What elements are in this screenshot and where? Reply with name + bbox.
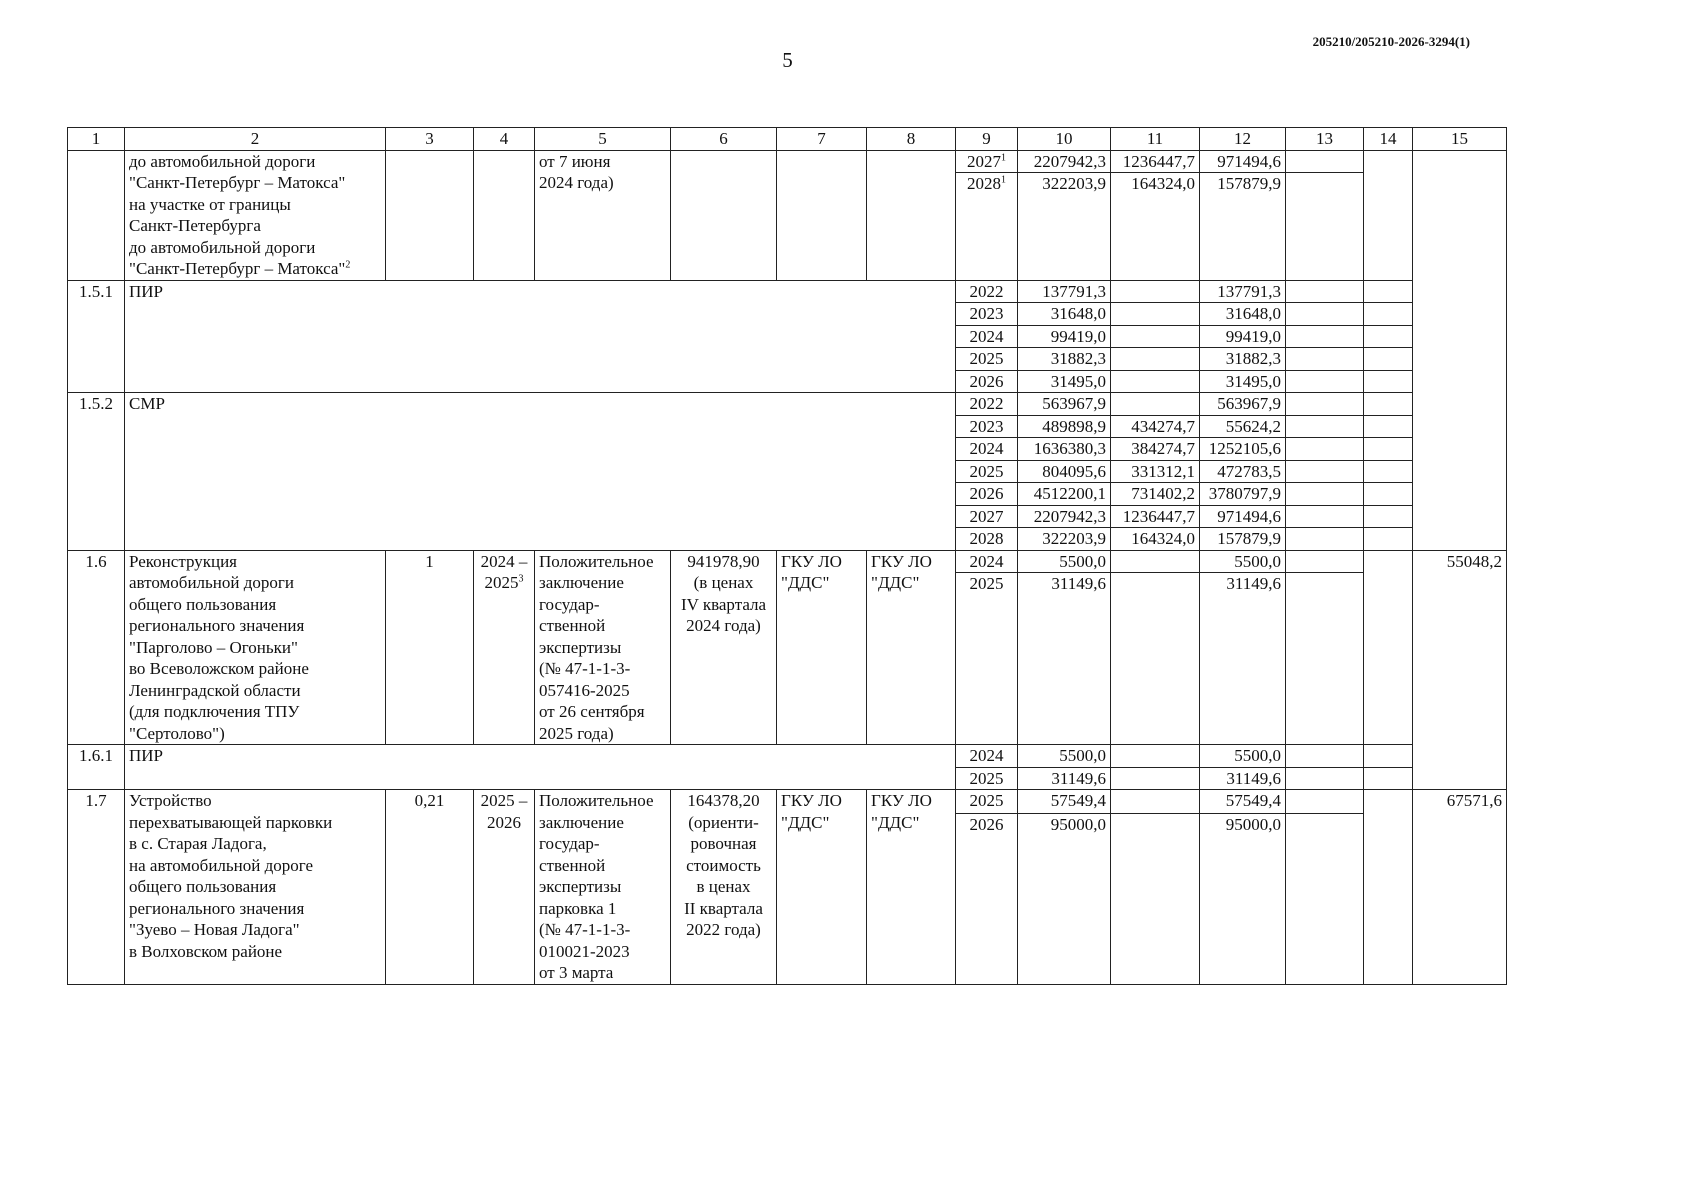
value-regional	[1200, 415, 1286, 438]
value-14	[1364, 505, 1413, 528]
year-cell	[956, 745, 1018, 768]
value-14	[1364, 348, 1413, 371]
value-total	[1018, 348, 1111, 371]
value-federal	[1111, 280, 1200, 303]
value-total	[1018, 460, 1111, 483]
period-cell	[474, 150, 535, 280]
capacity-cell	[386, 790, 474, 985]
value-regional	[1200, 767, 1286, 790]
period-cell	[474, 790, 535, 985]
value-regional	[1200, 348, 1286, 371]
expertise-cell-text: от 7 июня 2024 года)	[539, 151, 614, 192]
footnote-marker: 2	[345, 259, 351, 271]
item-number-text: 1.7	[85, 791, 107, 810]
value-regional-text: 57549,4	[1225, 791, 1281, 810]
year-row	[68, 745, 1507, 768]
value-regional	[1200, 460, 1286, 483]
item-number-text: 1.6	[85, 551, 107, 571]
col-header: 14	[1364, 128, 1413, 151]
capacity-cell	[386, 550, 474, 745]
item-number	[68, 790, 125, 985]
value-13	[1286, 348, 1364, 371]
year-cell	[956, 505, 1018, 528]
value-total	[1018, 813, 1111, 984]
expertise-cell-text: Положительное заключение государ- ственной экспертизы парковка 1 (№ 47-1-1-3- 010021-2023 от 3 марта	[539, 791, 654, 982]
value-federal	[1111, 528, 1200, 551]
value-total	[1018, 767, 1111, 790]
value-14	[1364, 325, 1413, 348]
value-total-text: 31648,0	[1050, 304, 1106, 323]
col-header: 3	[386, 128, 474, 151]
value-14	[1364, 303, 1413, 326]
footnote-marker: 3	[518, 573, 524, 585]
stage-label	[125, 745, 956, 790]
year-cell-text: 2026	[969, 371, 1004, 391]
value-regional	[1200, 173, 1286, 280]
value-14	[1364, 415, 1413, 438]
value-13	[1286, 303, 1364, 326]
col-header: 5	[535, 128, 671, 151]
expertise-cell	[535, 150, 671, 280]
cost-cell	[671, 150, 777, 280]
value-14	[1364, 393, 1413, 416]
period-cell-text: 2025 – 2026	[480, 791, 528, 832]
item-number-text: 1.5.1	[79, 281, 113, 301]
year-cell	[956, 550, 1018, 573]
value-13	[1286, 173, 1364, 280]
value-total	[1018, 528, 1111, 551]
value-federal	[1111, 150, 1200, 173]
year-cell	[956, 280, 1018, 303]
year-cell-text: 2026	[969, 814, 1004, 834]
value-regional-text: 157879,9	[1217, 174, 1281, 194]
value-regional	[1200, 150, 1286, 173]
value-13	[1286, 415, 1364, 438]
year-cell-text: 2024	[969, 746, 1004, 765]
stage-label	[125, 280, 956, 393]
capacity-cell-text: 1	[425, 551, 434, 571]
developer-cell	[867, 150, 956, 280]
year-cell	[956, 573, 1018, 745]
value-15	[1413, 790, 1507, 985]
project-name-text: до автомобильной дороги "Санкт-Петербург – Матокса" на участке от границы Санкт-Петербурга до автомобильной дороги "Санкт-Петербург – Матокса"	[129, 151, 346, 278]
year-cell-text: 2024	[969, 439, 1004, 458]
item-number	[68, 550, 125, 745]
value-federal	[1111, 550, 1200, 573]
value-federal	[1111, 393, 1200, 416]
period-cell-text: 2024 – 2025	[480, 551, 528, 592]
year-cell-text: 2023	[969, 416, 1004, 436]
value-regional-text: 1252105,6	[1208, 439, 1281, 458]
col-header: 8	[867, 128, 956, 151]
value-regional-text: 55624,2	[1225, 416, 1281, 436]
value-14	[1364, 573, 1413, 745]
year-cell-text: 2028	[967, 174, 1001, 194]
year-cell-text: 2028	[969, 529, 1004, 548]
col-header: 2	[125, 128, 386, 151]
value-14	[1364, 438, 1413, 461]
value-total	[1018, 370, 1111, 393]
value-regional	[1200, 790, 1286, 814]
value-13	[1286, 370, 1364, 393]
expertise-cell	[535, 790, 671, 985]
year-cell	[956, 483, 1018, 506]
value-13	[1286, 790, 1364, 814]
value-regional	[1200, 573, 1286, 745]
value-total-text: 4512200,1	[1033, 484, 1106, 503]
value-total-text: 95000,0	[1050, 814, 1106, 834]
col-header: 9	[956, 128, 1018, 151]
value-total-text: 137791,3	[1042, 281, 1106, 301]
value-regional-text: 472783,5	[1217, 461, 1281, 481]
value-federal-text: 731402,2	[1131, 484, 1195, 503]
value-regional-text: 971494,6	[1217, 506, 1281, 526]
col-header: 13	[1286, 128, 1364, 151]
col-header: 12	[1200, 128, 1286, 151]
stage-label-text: СМР	[129, 394, 165, 413]
value-total-text: 489898,9	[1042, 416, 1106, 436]
value-federal-text: 331312,1	[1131, 461, 1195, 481]
value-regional-text: 31149,6	[1226, 574, 1281, 594]
value-federal	[1111, 438, 1200, 461]
year-cell	[956, 348, 1018, 371]
value-federal	[1111, 173, 1200, 280]
continuation-row	[68, 150, 1507, 173]
value-total	[1018, 790, 1111, 814]
year-cell-text: 2026	[969, 484, 1004, 503]
footnote-marker: 1	[1001, 151, 1006, 163]
year-cell	[956, 150, 1018, 173]
value-13	[1286, 280, 1364, 303]
year-cell-text: 2023	[969, 304, 1004, 323]
year-cell	[956, 173, 1018, 280]
value-total	[1018, 415, 1111, 438]
value-regional-text: 5500,0	[1234, 551, 1281, 571]
value-14	[1364, 767, 1413, 790]
year-cell	[956, 370, 1018, 393]
num-cell	[68, 150, 125, 280]
year-cell-text: 2024	[969, 326, 1004, 346]
col-header: 1	[68, 128, 125, 151]
year-cell	[956, 438, 1018, 461]
value-14	[1364, 173, 1413, 280]
value-regional-text: 563967,9	[1217, 394, 1281, 413]
stage-label	[125, 393, 956, 551]
developer-cell	[867, 790, 956, 985]
value-federal	[1111, 573, 1200, 745]
value-13	[1286, 550, 1364, 573]
year-cell	[956, 790, 1018, 814]
value-total-text: 2207942,3	[1033, 151, 1106, 171]
expertise-cell	[535, 550, 671, 745]
cost-cell	[671, 790, 777, 985]
year-cell-text: 2022	[969, 281, 1004, 301]
value-federal-text: 164324,0	[1131, 174, 1195, 194]
year-cell	[956, 303, 1018, 326]
value-total	[1018, 393, 1111, 416]
value-13	[1286, 745, 1364, 768]
project-name	[125, 550, 386, 745]
value-federal	[1111, 767, 1200, 790]
year-cell-text: 2025	[969, 791, 1004, 810]
value-14	[1364, 150, 1413, 173]
year-cell	[956, 767, 1018, 790]
value-regional-text: 31648,0	[1225, 304, 1281, 323]
year-cell-text: 2025	[969, 574, 1004, 594]
year-cell	[956, 528, 1018, 551]
value-regional-text: 137791,3	[1217, 281, 1281, 301]
value-regional-text: 157879,9	[1217, 529, 1281, 548]
value-total-text: 31882,3	[1050, 349, 1106, 368]
year-cell-text: 2027	[969, 506, 1004, 526]
value-total	[1018, 483, 1111, 506]
value-15-text: 67571,6	[1446, 791, 1502, 810]
year-cell-text: 2022	[969, 394, 1004, 413]
value-total	[1018, 150, 1111, 173]
value-total	[1018, 438, 1111, 461]
value-federal	[1111, 745, 1200, 768]
period-cell	[474, 550, 535, 745]
value-federal-text: 1236447,7	[1122, 506, 1195, 526]
cost-cell-text: 941978,90 (в ценах IV квартала 2024 года)	[680, 551, 767, 635]
value-total-text: 99419,0	[1050, 326, 1106, 346]
value-total-text: 2207942,3	[1033, 506, 1106, 526]
customer-cell-text: ГКУ ЛО "ДДС"	[781, 791, 842, 832]
year-cell-text: 2025	[969, 768, 1004, 788]
value-regional-text: 99419,0	[1225, 326, 1281, 346]
developer-cell-text: ГКУ ЛО "ДДС"	[871, 551, 932, 592]
value-13	[1286, 505, 1364, 528]
value-regional	[1200, 280, 1286, 303]
value-13	[1286, 150, 1364, 173]
value-regional-text: 31882,3	[1225, 349, 1281, 368]
document-id: 205210/205210-2026-3294(1)	[1312, 34, 1470, 49]
item-number	[68, 280, 125, 393]
value-13	[1286, 438, 1364, 461]
value-regional	[1200, 813, 1286, 984]
value-federal-text: 384274,7	[1131, 439, 1195, 458]
value-regional	[1200, 528, 1286, 551]
cost-cell-text: 164378,20 (ориенти- ровочная стоимость в ценах II квартала 2022 года)	[684, 791, 763, 939]
value-15	[1413, 550, 1507, 790]
year-row	[68, 393, 1507, 416]
value-federal-text: 1236447,7	[1122, 151, 1195, 171]
value-regional-text: 5500,0	[1234, 746, 1281, 765]
value-total	[1018, 280, 1111, 303]
value-14	[1364, 745, 1413, 768]
customer-cell	[777, 790, 867, 985]
page-number: 5	[782, 48, 793, 72]
value-regional-text: 3780797,9	[1208, 484, 1281, 503]
value-13	[1286, 528, 1364, 551]
value-14	[1364, 370, 1413, 393]
customer-cell	[777, 150, 867, 280]
value-regional	[1200, 745, 1286, 768]
value-regional-text: 95000,0	[1225, 814, 1281, 834]
year-cell	[956, 813, 1018, 984]
value-regional	[1200, 483, 1286, 506]
year-cell	[956, 325, 1018, 348]
value-regional	[1200, 370, 1286, 393]
value-14	[1364, 550, 1413, 573]
value-total-text: 322203,9	[1042, 529, 1106, 548]
col-header: 7	[777, 128, 867, 151]
value-regional	[1200, 550, 1286, 573]
value-regional-text: 31149,6	[1226, 768, 1281, 788]
item-number-text: 1.5.2	[79, 394, 113, 413]
table-body	[68, 128, 1507, 985]
header-row	[68, 128, 1507, 151]
value-13	[1286, 325, 1364, 348]
footnote-marker: 1	[1001, 174, 1006, 186]
year-cell-text: 2025	[969, 461, 1004, 481]
year-cell-text: 2027	[967, 151, 1001, 171]
value-federal	[1111, 303, 1200, 326]
value-regional	[1200, 505, 1286, 528]
value-14	[1364, 483, 1413, 506]
value-total-text: 5500,0	[1059, 551, 1106, 571]
col-header: 4	[474, 128, 535, 151]
item-number	[68, 393, 125, 551]
value-federal	[1111, 415, 1200, 438]
value-federal	[1111, 460, 1200, 483]
value-13	[1286, 393, 1364, 416]
program-table	[67, 127, 1507, 985]
value-federal	[1111, 348, 1200, 371]
value-total-text: 31495,0	[1050, 371, 1106, 391]
project-name	[125, 150, 386, 280]
year-cell	[956, 415, 1018, 438]
value-total-text: 1636380,3	[1033, 439, 1106, 458]
value-federal	[1111, 813, 1200, 984]
value-total-text: 5500,0	[1059, 746, 1106, 765]
stage-label-text: ПИР	[129, 746, 164, 765]
value-regional	[1200, 303, 1286, 326]
value-federal	[1111, 505, 1200, 528]
col-header: 15	[1413, 128, 1507, 151]
value-total-text: 804095,6	[1042, 461, 1106, 481]
value-15	[1413, 150, 1507, 550]
stage-label-text: ПИР	[129, 281, 164, 301]
value-total	[1018, 573, 1111, 745]
value-14	[1364, 790, 1413, 814]
year-cell	[956, 460, 1018, 483]
value-regional	[1200, 438, 1286, 461]
value-regional	[1200, 325, 1286, 348]
value-14	[1364, 460, 1413, 483]
expertise-cell-text: Положительное заключение государ- ственной экспертизы (№ 47-1-1-3- 057416-2025 от 26 сентября 2025 года)	[539, 551, 654, 743]
customer-cell	[777, 550, 867, 745]
value-total-text: 322203,9	[1042, 174, 1106, 194]
value-14	[1364, 280, 1413, 303]
year-row	[68, 280, 1507, 303]
value-total	[1018, 745, 1111, 768]
value-total	[1018, 303, 1111, 326]
cost-cell	[671, 550, 777, 745]
value-total-text: 31149,6	[1051, 574, 1106, 594]
year-cell-text: 2024	[969, 551, 1004, 571]
value-15-text: 55048,2	[1446, 551, 1502, 571]
value-total	[1018, 325, 1111, 348]
value-regional	[1200, 393, 1286, 416]
col-header: 11	[1111, 128, 1200, 151]
value-federal	[1111, 483, 1200, 506]
value-13	[1286, 460, 1364, 483]
project-name	[125, 790, 386, 985]
value-total	[1018, 550, 1111, 573]
value-13	[1286, 767, 1364, 790]
item-number	[68, 745, 125, 790]
value-13	[1286, 573, 1364, 745]
value-federal-text: 434274,7	[1131, 416, 1195, 436]
year-cell-text: 2025	[969, 349, 1004, 368]
value-regional-text: 31495,0	[1225, 371, 1281, 391]
developer-cell	[867, 550, 956, 745]
capacity-cell-text: 0,21	[414, 791, 445, 810]
capacity-cell	[386, 150, 474, 280]
project-row	[68, 550, 1507, 573]
item-number-text: 1.6.1	[79, 746, 113, 765]
value-total-text: 563967,9	[1042, 394, 1106, 413]
customer-cell-text: ГКУ ЛО "ДДС"	[781, 551, 842, 592]
developer-cell-text: ГКУ ЛО "ДДС"	[871, 791, 932, 832]
value-14	[1364, 528, 1413, 551]
value-federal-text: 164324,0	[1131, 529, 1195, 548]
project-name-text: Устройство перехватывающей парковки в с. Старая Ладога, на автомобильной дороге общего пользования регионального значения "Зуево – Новая Ладога" в Волховском районе	[129, 791, 333, 961]
year-cell	[956, 393, 1018, 416]
value-federal	[1111, 370, 1200, 393]
value-federal	[1111, 790, 1200, 814]
value-total-text: 31149,6	[1051, 768, 1106, 788]
value-13	[1286, 813, 1364, 984]
value-total	[1018, 505, 1111, 528]
col-header: 10	[1018, 128, 1111, 151]
project-row	[68, 790, 1507, 814]
value-14	[1364, 813, 1413, 984]
col-header: 6	[671, 128, 777, 151]
value-total-text: 57549,4	[1050, 791, 1106, 810]
project-name-text: Реконструкция автомобильной дороги общего пользования регионального значения "Парголово – Огоньки" во Всеволожском районе Ленинградской области (для подключения ТПУ "Сертолово")	[129, 551, 309, 743]
value-total	[1018, 173, 1111, 280]
value-regional-text: 971494,6	[1217, 151, 1281, 171]
value-federal	[1111, 325, 1200, 348]
value-13	[1286, 483, 1364, 506]
